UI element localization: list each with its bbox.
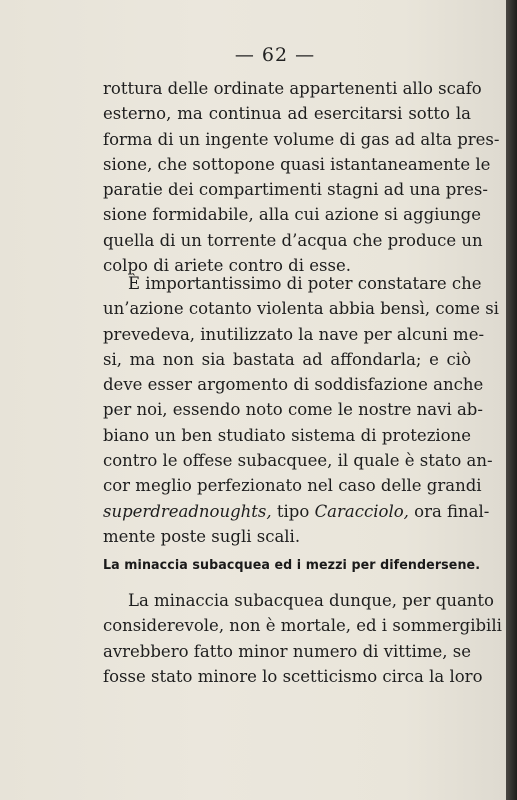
- page-number: — 62 —: [234, 44, 316, 66]
- text-line: mente poste sugli scali.: [103, 526, 301, 546]
- paragraph-1: [103, 76, 500, 278]
- text-line: un’azione cotanto violenta abbia bensì, come si: [103, 299, 499, 319]
- text-line: avrebbero fatto minor numero di vittime, se: [103, 641, 471, 661]
- book-gutter-shadow: [506, 0, 517, 800]
- text-line: La minaccia subacquea dunque, per quanto: [128, 591, 494, 610]
- italic-term: superdreadnoughts,: [103, 501, 272, 521]
- text-line: cor meglio perfezionato nel caso delle grandi: [103, 476, 482, 496]
- text-line: È importantissimo di poter constatare che: [128, 274, 482, 293]
- text-line: quella di un torrente d’acqua che produce un: [103, 230, 483, 250]
- text-line: per noi, essendo noto come le nostre navi ab-: [103, 400, 483, 420]
- text-line: sione formidabile, alla cui azione si aggiunge: [103, 205, 481, 225]
- text-line: rottura delle ordinate appartenenti allo scafo: [103, 79, 482, 98]
- text-line: colpo di ariete contro di esse.: [103, 256, 351, 276]
- text-line: paratie dei compartimenti stagni ad una pres-: [103, 180, 488, 200]
- text-line: considerevole, non è mortale, ed i sommergibili: [103, 616, 502, 636]
- section-heading: La minaccia subacquea ed i mezzi per difendersene.: [103, 557, 481, 573]
- text-line: contro le offese subacquee, il quale è stato an-: [103, 451, 493, 471]
- paragraph-3: [103, 588, 502, 689]
- text-line: sione, che sottopone quasi istantaneamente le: [103, 154, 491, 174]
- text-line: fosse stato minore lo scetticismo circa la loro: [103, 666, 483, 686]
- text-line: prevedeva, inutilizzato la nave per alcuni me-: [103, 324, 485, 344]
- text-line: forma di un ingente volume di gas ad alta pres-: [103, 129, 500, 149]
- inline-text: tipo: [271, 501, 315, 521]
- text-line: esterno, ma continua ad esercitarsi sotto la: [103, 104, 471, 124]
- text-line-mixed: [103, 499, 490, 524]
- text-line: si, ma non sia bastata ad affondarla; e ciò: [103, 349, 471, 369]
- text-line: biano un ben studiato sistema di protezione: [103, 425, 471, 445]
- inline-text: ora final-: [408, 501, 490, 521]
- italic-term: Caracciolo,: [314, 501, 409, 521]
- paragraph-2: [103, 271, 499, 549]
- text-line: deve esser argomento di soddisfazione anche: [103, 375, 484, 395]
